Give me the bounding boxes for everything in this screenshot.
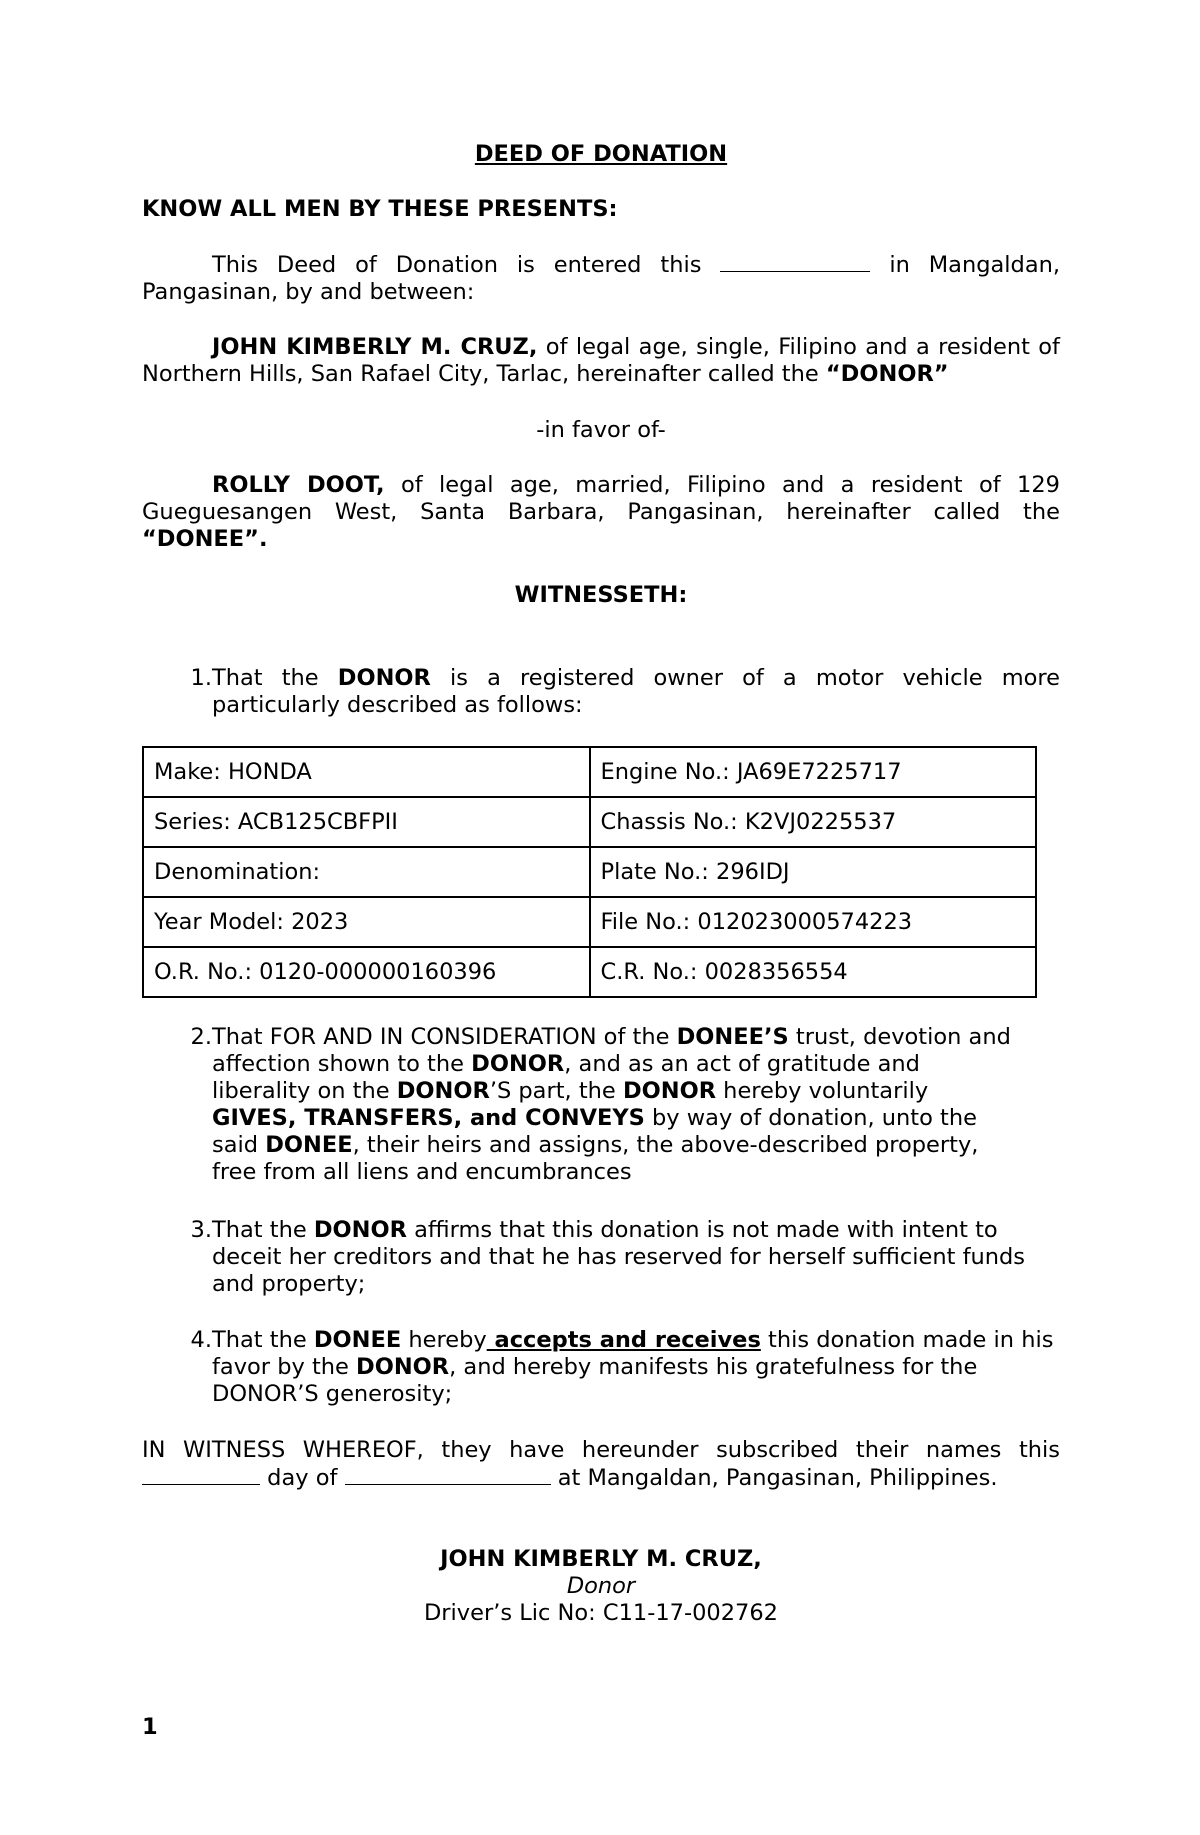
table-cell: Chassis No.: K2VJ0225537 [590,797,1037,847]
donor-paragraph [142,334,1060,388]
item-text: That the DONOR affirms that this donation is not made with intent to deceit her creditors and that he has reserved for herself sufficient funds and property; [212,1217,1026,1297]
donor-text: of legal age, single, Filipino and a resident of Northern Hills, San Rafael City, Tarlac, hereinafter called the [142,334,1060,387]
donor-label: “DONOR” [825,361,949,387]
table-cell: Denomination: [143,847,590,897]
item-text: That the DONOR is a registered owner of a motor vehicle more particularly described as follows: [212,665,1061,718]
in-favor-of: -in favor of- [536,417,666,443]
witness-paragraph [142,1437,1060,1492]
donee-text: of legal age, married, Filipino and a resident of 129 Gueguesangen West, Santa Barbara, Pangasinan, hereinafter called the [142,472,1060,525]
intro-part1: This Deed of Donation is entered this [212,252,702,278]
table-row [143,947,1036,997]
donee-name: ROLLY DOOT, [212,472,385,498]
title-text: DEED OF DONATION [474,141,728,167]
signature-block [142,1546,1060,1627]
signatory-name: JOHN KIMBERLY M. CRUZ, [440,1546,762,1572]
signatory-role: Donor [566,1573,636,1599]
table-cell: O.R. No.: 0120-000000160396 [143,947,590,997]
table-cell: Plate No.: 296IDJ [590,847,1037,897]
table-cell: C.R. No.: 0028356554 [590,947,1037,997]
drivers-license: Driver’s Lic No: C11-17-002762 [423,1600,778,1626]
donee-paragraph [142,472,1060,553]
table-row [143,897,1036,947]
intro-part2: in Mangaldan, [889,252,1061,278]
witness-line-2 [142,1464,1060,1492]
intro-line-1 [142,251,1060,279]
donor-name: JOHN KIMBERLY M. CRUZ, [212,334,538,360]
table-row [143,847,1036,897]
witnesseth-text: WITNESSETH: [514,582,688,608]
day-blank [142,1464,260,1485]
witness-line-1: IN WITNESS WHEREOF, they have hereunder subscribed their names this [142,1437,1060,1463]
table-cell: Engine No.: JA69E7225717 [590,747,1037,797]
item-number: 2. [190,1024,212,1050]
intro-line-2: Pangasinan, by and between: [142,279,475,305]
vehicle-details-table [142,746,1037,998]
table-cell: File No.: 012023000574223 [590,897,1037,947]
salutation-text: KNOW ALL MEN BY THESE PRESENTS: [142,196,618,222]
month-blank [345,1464,551,1485]
table-row [143,747,1036,797]
salutation [142,196,1060,223]
page-number: 1 [142,1714,158,1740]
item-number: 3. [190,1217,212,1243]
table-row [143,797,1036,847]
witness-part3: at Mangaldan, Pangasinan, Philippines. [557,1465,998,1491]
table-cell: Make: HONDA [143,747,590,797]
intro-paragraph [142,251,1060,306]
table-cell: Series: ACB125CBFPII [143,797,590,847]
witness-part2: day of [267,1465,338,1491]
table-cell: Year Model: 2023 [143,897,590,947]
item-text: That the DONEE hereby accepts and receives this donation made in his favor by the DONOR, and hereby manifests his gratefulness for the DONOR’S generosity; [212,1327,1054,1407]
witnesseth-heading [142,582,1060,609]
date-blank [720,251,870,272]
donee-label: “DONEE”. [142,526,268,552]
item-number: 4. [190,1327,212,1353]
item-number: 1. [190,665,212,691]
item-text: That FOR AND IN CONSIDERATION of the DONEE’S trust, devotion and affection shown to the DONOR, and as an act of gratitude and liberality on the DONOR’S part, the DONOR hereby voluntarily GIVES, TRANSFERS, and CONVEYS by way of donation, unto the said DONEE, their heirs and assigns, the above-described property, free from all liens and encumbrances [212,1024,1011,1185]
document-title [142,141,1060,168]
